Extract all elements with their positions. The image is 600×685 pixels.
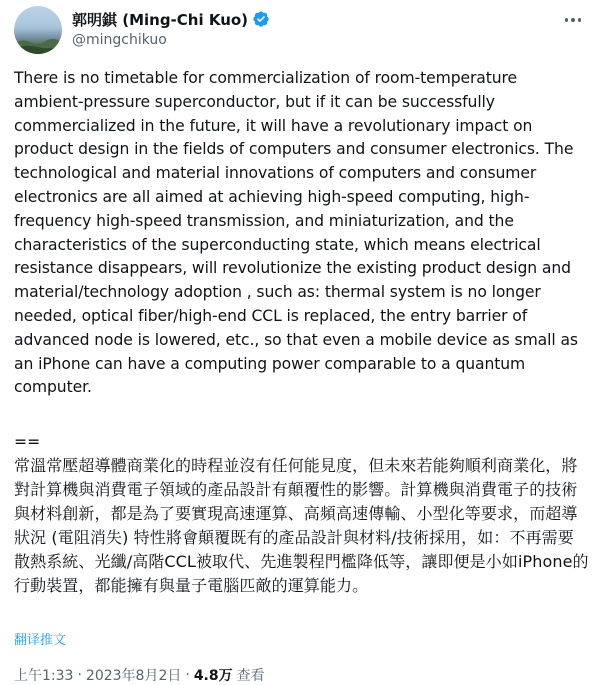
avatar-landscape [14,34,62,54]
meta-separator: · [77,667,82,683]
views-label: 查看 [236,668,265,684]
more-options-icon[interactable] [560,10,586,30]
tweet-text-chinese: 常溫常壓超導體商業化的時程並沒有任何能見度，但未來若能夠順利商業化，將對計算機與消費電子領域的產品設計有顛覆性的影響。計算機與消費電子的技術與材料創新，都是為了要實現高速運算、高頻高速傳輸、小型化等要求，而超導狀況 (電阻消失) 特性將會顛覆既有的產品設計與材料/技術採用，如：不再需要散熱系統、光纖/高階CCL被取代、先進製程門檻降低等，讓即便是小如iPhone的行動裝置，都能擁有與量子電腦匹敵的運算能力。 [14,456,589,595]
verified-badge-icon [252,10,270,28]
translate-tweet-link[interactable]: 翻译推文 [14,633,67,648]
tweet-separator: == [14,433,41,451]
tweet-date[interactable]: 2023年8月2日 [85,668,182,684]
views-count: 4.8万 [193,668,233,684]
avatar[interactable] [14,6,62,54]
tweet-meta [14,665,265,685]
tweet-header [14,6,586,56]
tweet-time[interactable]: 上午1:33 [14,668,74,684]
tweet-text-english: There is no timetable for commercialization of room-temperature ambient-pressure superconductor, but if it can be successfully commercialized in the future, it will have a revolutionary impact on product design in the fields of computers and consumer electronics. The technological and material innovations of computers and consumer electronics are all aimed at achieving high-speed computing, high-frequency high-speed transmission, and miniaturization, and the characteristics of the superconducting state, which means electrical resistance disappears, will revolutionize the existing product design and material/technology adoption , such as: thermal system is no longer needed, optical fiber/high-end CCL is replaced, the entry barrier of advanced node is lowered, etc., so that even a mobile device as small as an iPhone can have a computing power comparable to a quantum computer. [14,69,578,397]
author-info [72,8,270,48]
meta-separator: · [185,667,190,683]
author-display-name[interactable]: 郭明錤 (Ming-Chi Kuo) [72,10,249,29]
author-handle[interactable]: @mingchikuo [72,32,167,48]
